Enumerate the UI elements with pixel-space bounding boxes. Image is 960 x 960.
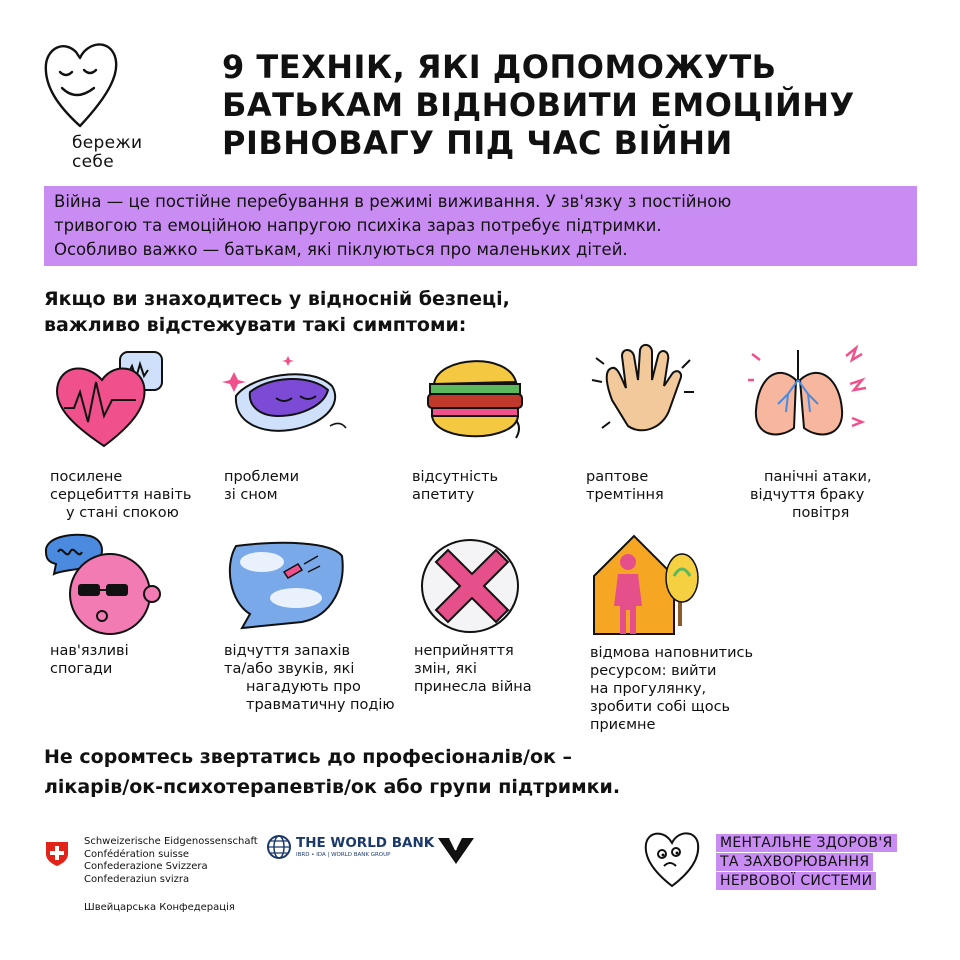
brand-line-2: себе (72, 152, 114, 172)
footer-message (44, 742, 620, 802)
symptom-9-line-2: ресурсом: вийти (590, 663, 717, 679)
symptom-8-line-2: змін, які (414, 661, 477, 677)
intro-line-1: Війна — це постійне перебування в режимі виживання. У зв'язку з постійною (54, 192, 732, 211)
lead-line-2: важливо відстежувати такі симптоми: (44, 314, 467, 336)
swiss-line-3: Confederazione Svizzera (84, 861, 208, 872)
lead-line-1: Якщо ви знаходитесь у відносній безпеці, (44, 288, 510, 310)
symptom-5-line-2: відчуття браку (750, 487, 865, 503)
symptom-9-line-5: приємне (590, 717, 656, 733)
symptom-6-line-1: нав'язливі (50, 643, 129, 659)
head-thoughts-icon (40, 528, 170, 638)
symptoms-lead (44, 286, 510, 338)
symptom-8-line-1: неприйняття (414, 643, 514, 659)
title-line-3: РІВНОВАГУ ПІД ЧАС ВІЙНИ (222, 124, 733, 162)
symptom-3-line-2: апетиту (412, 487, 475, 503)
intro-box (44, 186, 917, 266)
symptom-7-line-3: нагадують про (246, 679, 361, 695)
swiss-ua-name: Швейцарська Конфедерація (84, 902, 235, 913)
swiss-line-4: Confederaziun svizra (84, 873, 190, 885)
swiss-flag-icon (44, 840, 70, 866)
heart-icon (44, 346, 174, 456)
brand-logo (40, 36, 170, 176)
symptom-9-line-4: зробити собі щось (590, 699, 731, 715)
brand-line-1: бережи (72, 133, 143, 153)
symptom-1-line-2: серцебиття навіть (50, 487, 192, 503)
page-title (222, 48, 922, 162)
symptom-9-line-1: відмова наповнитись (590, 645, 754, 661)
title-line-1: 9 ТЕХНІК, ЯКІ ДОПОМОЖУТЬ (222, 48, 777, 86)
burger-icon (412, 346, 542, 456)
intro-line-3: Особливо важко — батькам, які піклуються про маленьких дітей. (54, 240, 628, 259)
world-bank-name: THE WORLD BANK (296, 835, 435, 851)
symptom-2-line-1: проблеми (224, 469, 300, 485)
swiss-names (84, 836, 258, 886)
house-person-icon (584, 526, 714, 636)
symptom-1-line-1: посилене (50, 469, 123, 485)
title-line-2: БАТЬКАМ ВІДНОВИТИ ЕМОЦІЙНУ (222, 86, 855, 124)
category-tag (716, 832, 897, 891)
world-bank-subtitle: IBRD • IDA | WORLD BANK GROUP (296, 852, 391, 858)
symptom-8-line-3: принесла війна (414, 679, 532, 695)
v-logo-icon (436, 834, 476, 868)
symptom-2-line-2: зі сном (224, 487, 278, 503)
sky-shell-icon (222, 536, 352, 646)
symptom-6-line-2: спогади (50, 661, 113, 677)
symptom-4-line-2: тремтіння (586, 487, 664, 503)
symptom-5-line-1: панічні атаки, (764, 469, 872, 485)
symptom-3-line-1: відсутність (412, 469, 499, 485)
globe-icon (266, 834, 292, 860)
swiss-line-1: Schweizerische Eidgenossenschaft (84, 836, 258, 847)
symptom-5-line-3: повітря (792, 505, 850, 521)
lungs-icon (748, 340, 878, 450)
tag-line-3: НЕРВОВОЇ СИСТЕМИ (716, 872, 876, 890)
symptom-7-line-1: відчуття запахів (224, 643, 351, 659)
cross-icon (414, 534, 544, 644)
intro-line-2: тривогою та емоційною напругою психіка зараз потребує підтримки. (54, 216, 662, 235)
heart-logo-icon (40, 36, 120, 132)
symptom-7-line-4: травматичну подію (246, 697, 395, 713)
symptom-7-line-2: та/або звуків, які (224, 661, 355, 677)
swiss-line-2: Confédération suisse (84, 848, 190, 860)
footer-line-1: Не соромтесь звертатись до професіоналів/ок – (44, 746, 573, 768)
symptom-1-line-3: у стані спокою (66, 505, 179, 521)
tag-line-1: МЕНТАЛЬНЕ ЗДОРОВ'Я (716, 834, 897, 852)
trembling-hand-icon (582, 340, 712, 450)
smiling-heart-icon (640, 826, 704, 890)
footer-line-2: лікарів/ок-психотерапевтів/ок або групи підтримки. (44, 776, 621, 798)
symptom-4-line-1: раптове (586, 469, 649, 485)
symptom-9-line-3: на прогулянку, (590, 681, 707, 697)
tag-line-2: ТА ЗАХВОРЮВАННЯ (716, 853, 873, 871)
sleep-mask-icon (220, 346, 350, 456)
